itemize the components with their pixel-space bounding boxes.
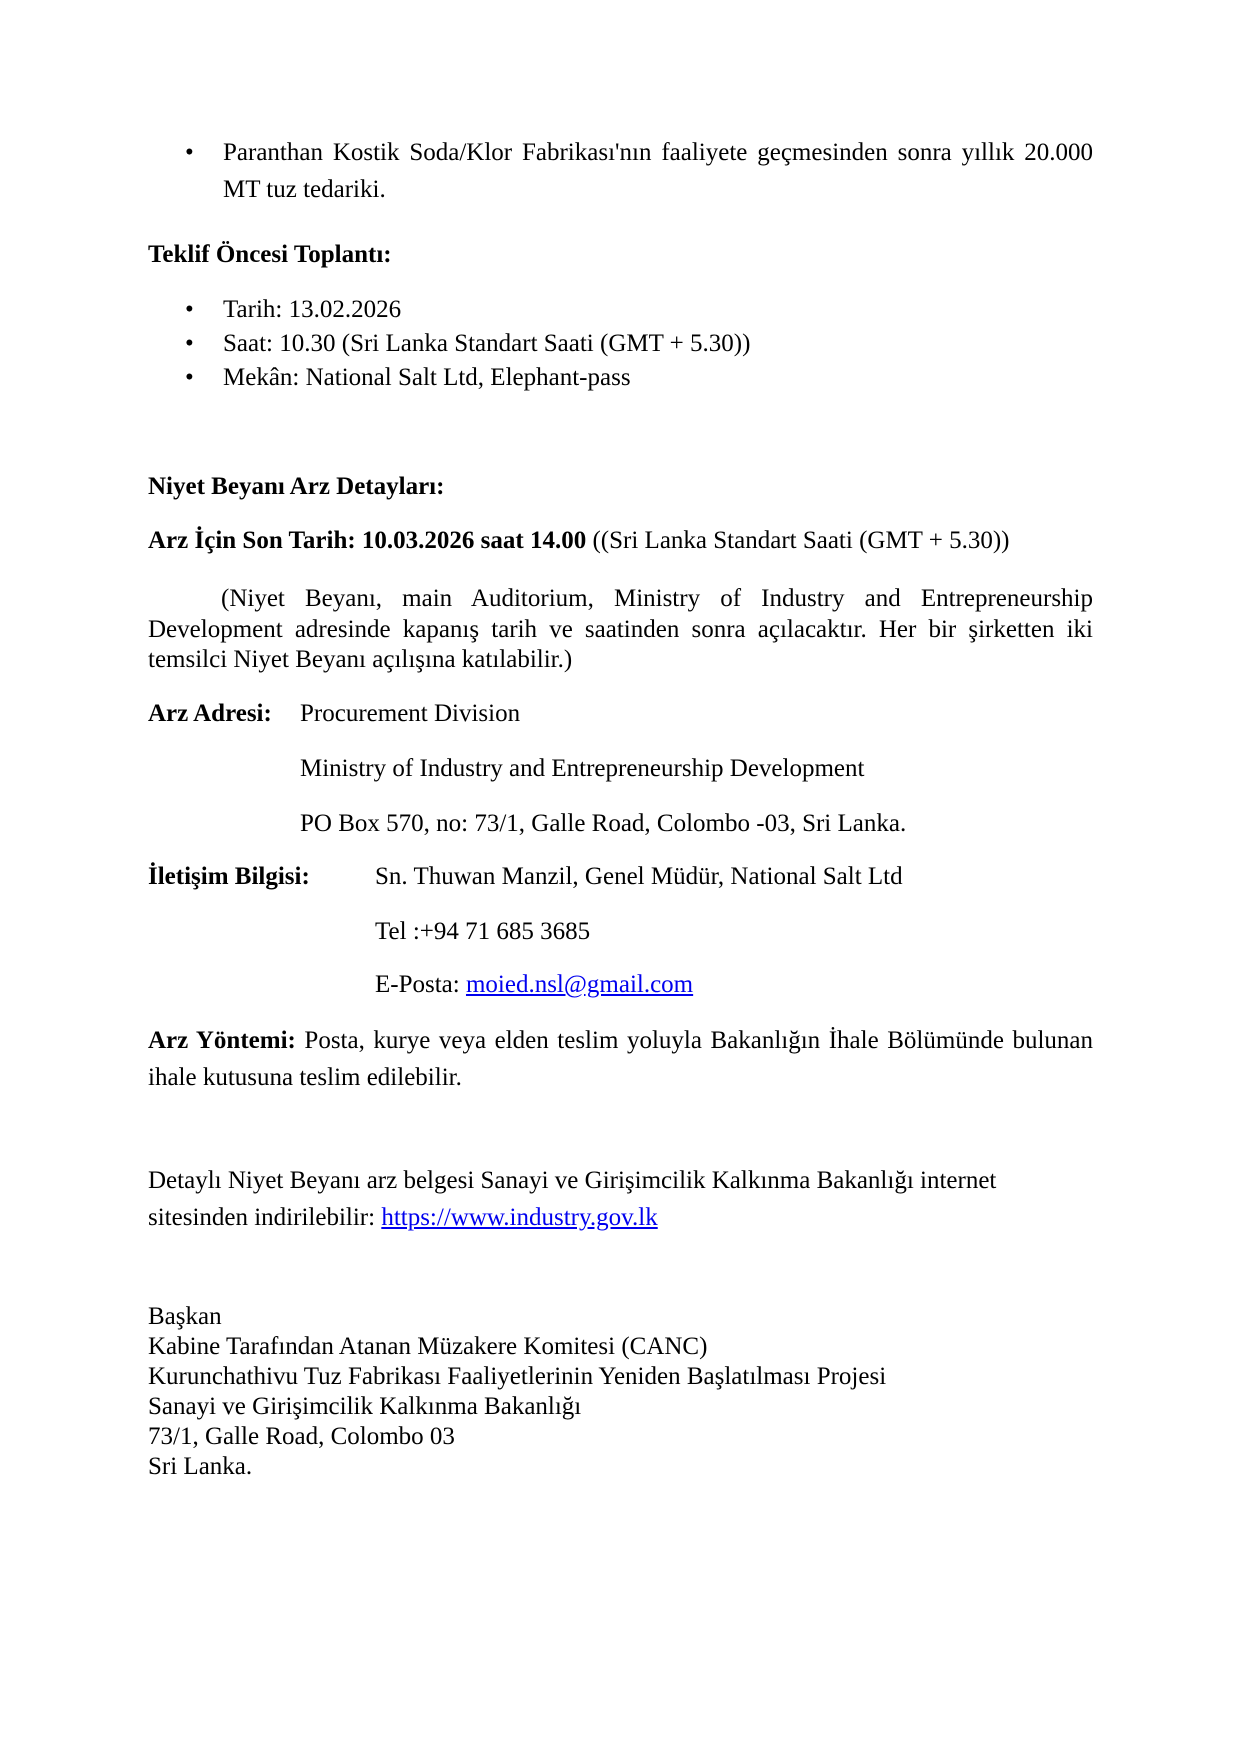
signature-committee: Kabine Tarafından Atanan Müzakere Komitesi (CANC): [148, 1333, 708, 1360]
meeting-venue: Mekân: National Salt Ltd, Elephant-pass: [223, 364, 631, 391]
submission-method-text: Posta, kurye veya elden teslim yoluyla Bakanlığın İhale Bölümünde bulunan ihale kutusuna teslim edilebilir.: [148, 1027, 1094, 1091]
submission-address-label: Arz Adresi:: [148, 700, 272, 727]
pre-bid-meeting-list: [148, 293, 1093, 395]
contact-email-line: [375, 970, 693, 1000]
meeting-date: Tarih: 13.02.2026: [223, 296, 402, 323]
download-info-paragraph: [148, 1162, 1093, 1236]
list-item: [148, 327, 1093, 361]
contact-email-link[interactable]: moied.nsl@gmail.com: [465, 971, 694, 998]
eoi-deadline-rest: ((Sri Lanka Standart Saati (GMT + 5.30)): [586, 527, 1010, 554]
submission-address-line: Procurement Division: [300, 700, 521, 727]
eoi-details-heading: Niyet Beyanı Arz Detayları:: [148, 473, 445, 500]
submission-method-label: Arz Yöntemi:: [148, 1027, 296, 1054]
submission-address-line: Ministry of Industry and Entrepreneurship Development: [300, 755, 865, 782]
contact-name: Sn. Thuwan Manzil, Genel Müdür, National Salt Ltd: [375, 863, 903, 890]
eoi-opening-note: (Niyet Beyanı, main Auditorium, Ministry of Industry and Entrepreneurship Development adresinde kapanış tarih ve saatinden sonra açılacaktır. Her bir şirketten iki temsilci Niyet Beyanı açılışına katılabilir.): [148, 585, 1093, 673]
signature-street: 73/1, Galle Road, Colombo 03: [148, 1423, 455, 1450]
bullet-icon: •: [185, 364, 194, 391]
download-info-text: Detaylı Niyet Beyanı arz belgesi Sanayi ve Girişimcilik Kalkınma Bakanlığı internet sitesinden indirilebilir:: [148, 1167, 997, 1231]
list-item: [148, 293, 1093, 327]
submission-method-paragraph: [148, 1022, 1093, 1096]
eoi-deadline-line: [148, 526, 1093, 556]
pre-bid-meeting-heading: Teklif Öncesi Toplantı:: [148, 241, 392, 268]
signature-block: [148, 1302, 1093, 1482]
download-website-link[interactable]: https://www.industry.gov.lk: [381, 1204, 658, 1231]
bullet-icon: •: [185, 296, 194, 323]
bullet-icon: •: [185, 139, 194, 166]
submission-address-line: PO Box 570, no: 73/1, Galle Road, Colombo -03, Sri Lanka.: [300, 810, 907, 837]
intro-bullet-text: Paranthan Kostik Soda/Klor Fabrikası'nın faaliyete geçmesinden sonra yıllık 20.000 MT tuz tedariki.: [223, 139, 1093, 203]
signature-project: Kurunchathivu Tuz Fabrikası Faaliyetlerinin Yeniden Başlatılması Projesi: [148, 1363, 887, 1390]
signature-title: Başkan: [148, 1303, 222, 1330]
contact-email-label: E-Posta:: [375, 971, 466, 998]
signature-country: Sri Lanka.: [148, 1453, 253, 1480]
meeting-time: Saat: 10.30 (Sri Lanka Standart Saati (GMT + 5.30)): [223, 330, 751, 357]
contact-phone: Tel :+94 71 685 3685: [375, 918, 591, 945]
intro-bullet-item: [148, 134, 1093, 208]
contact-label: İletişim Bilgisi:: [148, 863, 310, 890]
bullet-icon: •: [185, 330, 194, 357]
list-item: [148, 361, 1093, 395]
signature-ministry: Sanayi ve Girişimcilik Kalkınma Bakanlığı: [148, 1393, 582, 1420]
eoi-deadline-bold: Arz İçin Son Tarih: 10.03.2026 saat 14.00: [148, 527, 587, 554]
